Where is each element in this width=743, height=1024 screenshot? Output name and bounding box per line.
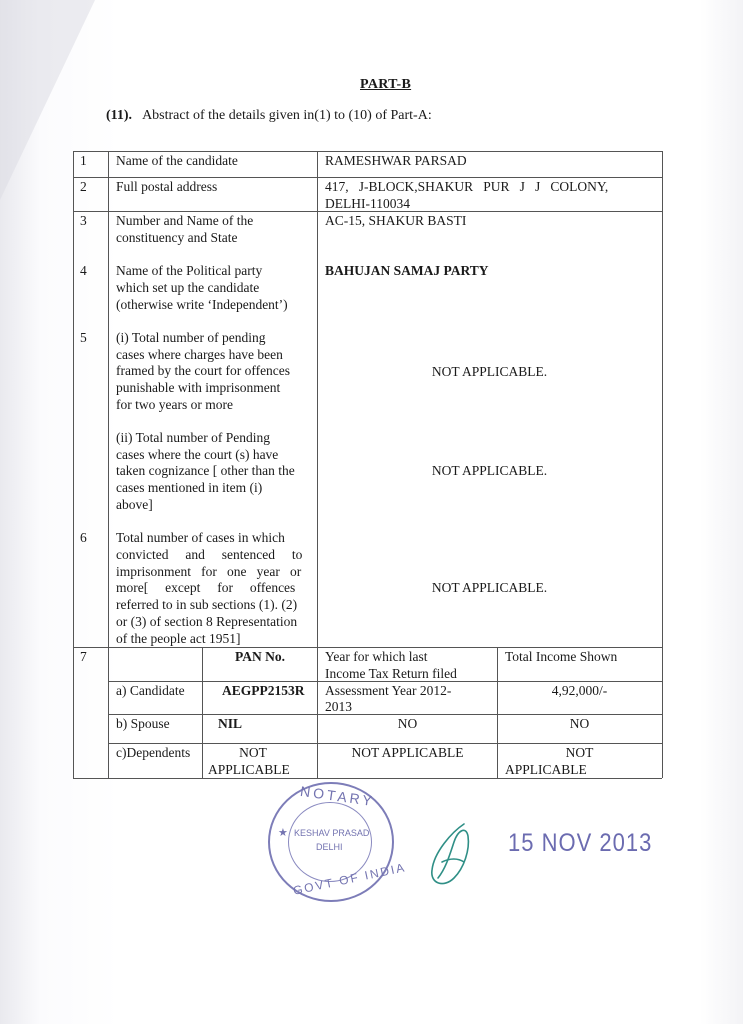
candidate-assessment-year-line: Assessment Year 2012- xyxy=(325,683,452,698)
total-income-column-header: Total Income Shown xyxy=(505,649,618,664)
party-label-line: (otherwise write ‘Independent’) xyxy=(116,297,288,312)
row-number: 5 xyxy=(80,330,87,345)
party-value: BAHUJAN SAMAJ PARTY xyxy=(325,263,489,278)
spouse-total-income: NO xyxy=(569,716,590,731)
row-number: 1 xyxy=(80,153,87,168)
signature-mark xyxy=(424,818,484,892)
spouse-row-label: b) Spouse xyxy=(116,716,170,731)
party-label-line: which set up the candidate xyxy=(116,280,260,295)
convicted-cases-label-line: of the people act 1951] xyxy=(116,631,241,646)
row-number: 6 xyxy=(80,530,87,545)
convicted-cases-label-line: or (3) of section 8 Representation xyxy=(116,614,298,629)
candidate-name-label: Name of the candidate xyxy=(116,153,238,168)
pending-cases-label-line: (i) Total number of pending xyxy=(116,330,266,345)
candidate-total-income: 4,92,000/- xyxy=(551,683,608,698)
dependents-assessment-year: NOT APPLICABLE xyxy=(351,745,464,760)
candidate-assessment-year-line: 2013 xyxy=(325,699,352,714)
postal-address-value-line: 417, J-BLOCK,SHAKUR PUR J J COLONY, xyxy=(325,179,609,194)
dependents-total-income-line: APPLICABLE xyxy=(505,762,587,777)
convicted-cases-label-line: Total number of cases in which xyxy=(116,530,285,545)
pan-column-header: PAN No. xyxy=(235,649,285,664)
table-column-rule xyxy=(108,151,109,778)
stamp-top-text: NOTARY xyxy=(299,782,376,810)
constituency-label-line: Number and Name of the xyxy=(116,213,254,228)
spouse-assessment-year: NO xyxy=(397,716,418,731)
row-number: 3 xyxy=(80,213,87,228)
cognizance-cases-label-line: cases where the court (s) have xyxy=(116,447,279,462)
convicted-cases-label-line: convicted and sentenced to xyxy=(116,547,303,562)
postal-address-value-line: DELHI-110034 xyxy=(325,196,410,211)
pending-cases-label-line: framed by the court for offences xyxy=(116,363,291,378)
table-rule xyxy=(108,714,662,715)
cognizance-cases-label-line: above] xyxy=(116,497,153,512)
cognizance-cases-value: NOT APPLICABLE. xyxy=(431,463,548,478)
stamp-name-text: KESHAV PRASAD xyxy=(294,828,370,838)
pending-cases-label-line: cases where charges have been xyxy=(116,347,283,362)
convicted-cases-label-line: referred to in sub sections (1). (2) xyxy=(116,597,298,612)
year-column-header-line: Income Tax Return filed xyxy=(325,666,457,681)
stamp-place-text: DELHI xyxy=(316,842,343,852)
dependents-pan-line: NOT xyxy=(239,745,267,760)
date-stamp: 15 NOV 2013 xyxy=(508,828,653,857)
pending-cases-value: NOT APPLICABLE. xyxy=(431,364,548,379)
table-border-right xyxy=(662,151,663,778)
abstract-heading xyxy=(106,108,432,124)
cognizance-cases-label-line: cases mentioned in item (i) xyxy=(116,480,263,495)
part-title: PART-B xyxy=(360,77,412,92)
dependents-row-label: c)Dependents xyxy=(116,745,191,760)
convicted-cases-label-line: imprisonment for one year or xyxy=(116,564,302,579)
convicted-cases-value: NOT APPLICABLE. xyxy=(431,580,548,595)
row-number: 4 xyxy=(80,263,87,278)
table-rule xyxy=(73,177,662,178)
row-number: 7 xyxy=(80,649,87,664)
table-border-top xyxy=(73,151,662,152)
dependents-pan-line: APPLICABLE xyxy=(208,762,290,777)
stamp-star-icon: ★ xyxy=(278,827,288,839)
pending-cases-label-line: punishable with imprisonment xyxy=(116,380,281,395)
convicted-cases-label-line: more[ except for offences xyxy=(116,580,296,595)
page-fold-shadow xyxy=(0,0,95,200)
pending-cases-label-line: for two years or more xyxy=(116,397,233,412)
dependents-total-income-line: NOT xyxy=(565,745,594,760)
candidate-row-label: a) Candidate xyxy=(116,683,185,698)
cognizance-cases-label-line: taken cognizance [ other than the xyxy=(116,463,295,478)
notary-stamp xyxy=(268,782,408,902)
table-rule xyxy=(108,743,662,744)
cognizance-cases-label-line: (ii) Total number of Pending xyxy=(116,430,271,445)
constituency-label-line: constituency and State xyxy=(116,230,238,245)
candidate-name-value: RAMESHWAR PARSAD xyxy=(325,153,467,168)
spouse-pan: NIL xyxy=(218,716,243,731)
stamp-bottom-text: GOVT OF INDIA xyxy=(291,860,408,898)
table-border-left xyxy=(73,151,74,778)
abstract-text: Abstract of the details given in(1) to (10) of Part-A: xyxy=(142,108,432,123)
item-number: (11). xyxy=(106,108,133,123)
row-number: 2 xyxy=(80,179,87,194)
constituency-value: AC-15, SHAKUR BASTI xyxy=(325,213,467,228)
party-label-line: Name of the Political party xyxy=(116,263,263,278)
postal-address-label: Full postal address xyxy=(116,179,218,194)
year-column-header-line: Year for which last xyxy=(325,649,428,664)
candidate-pan: AEGPP2153R xyxy=(222,683,305,698)
